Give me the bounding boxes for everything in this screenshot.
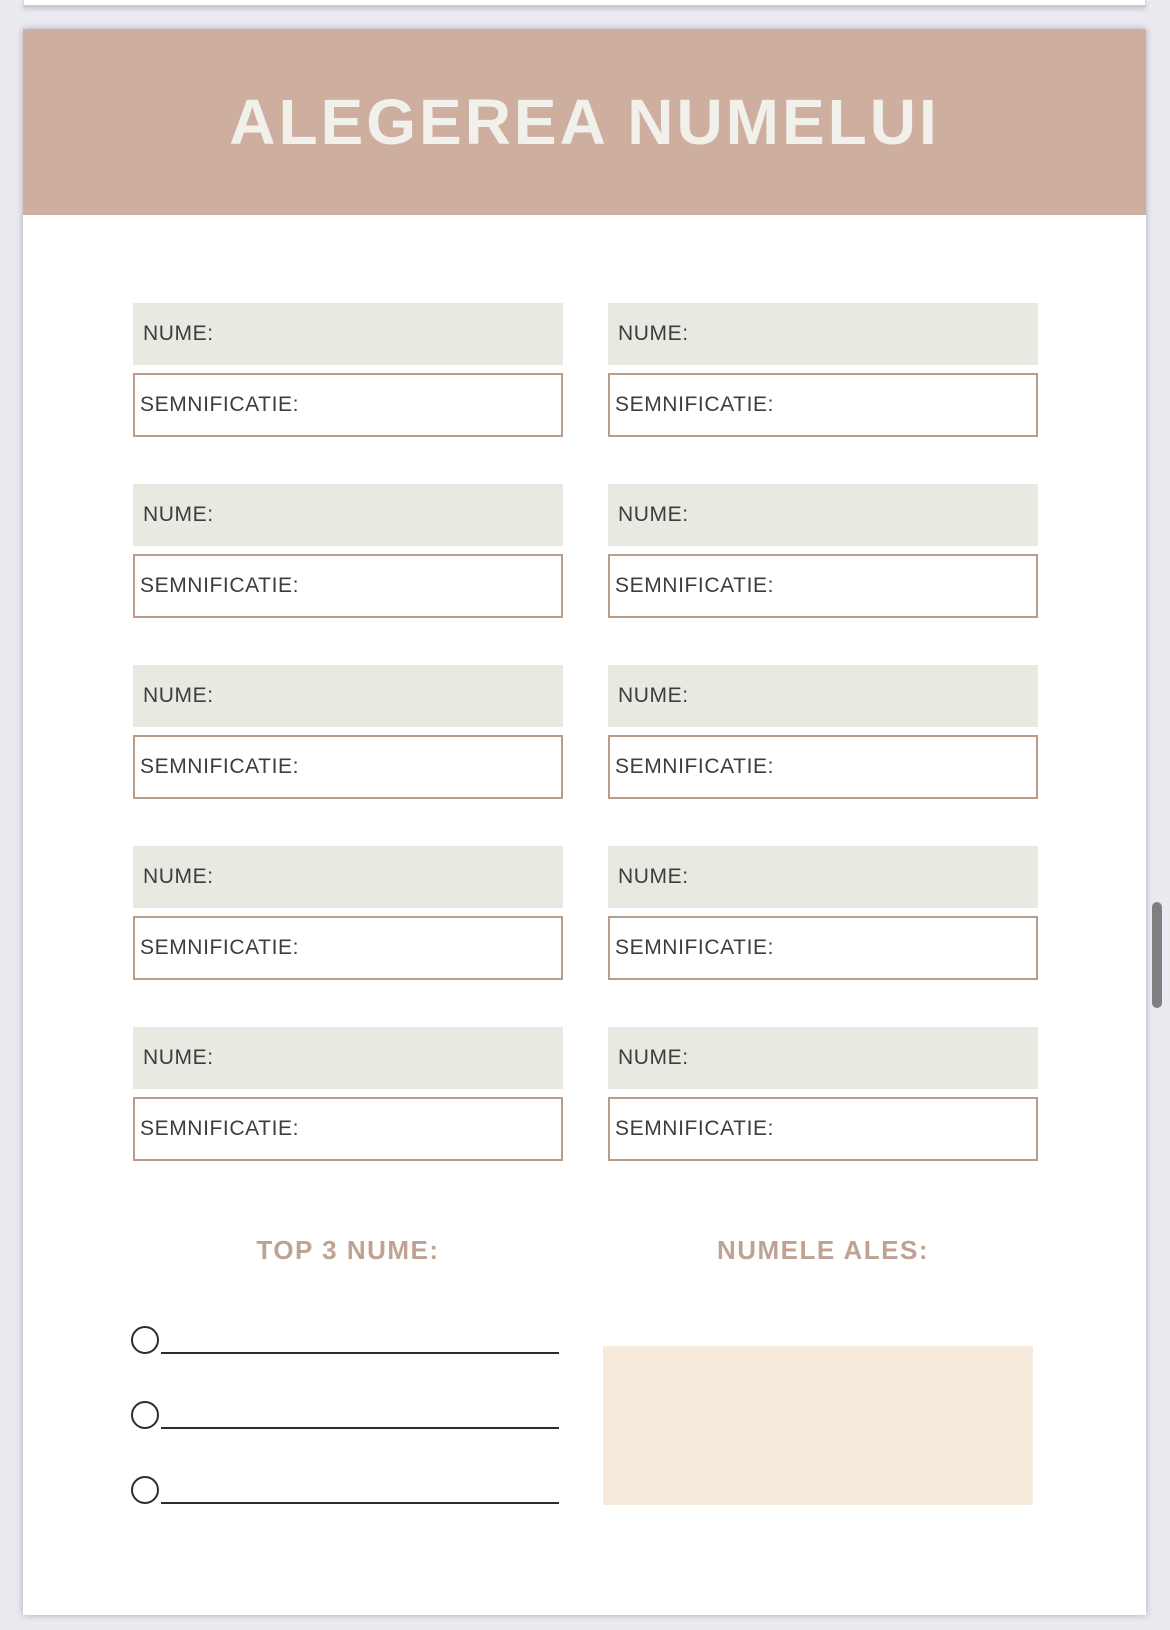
semnificatie-box — [608, 916, 1038, 980]
write-line — [161, 1403, 559, 1429]
chosen-name-box — [603, 1346, 1033, 1505]
page-title: ALEGEREA NUMELUI — [229, 86, 940, 158]
semnificatie-box — [133, 1097, 563, 1161]
name-block — [608, 303, 1038, 437]
semnificatie-box — [133, 916, 563, 980]
nume-label: NUME: — [143, 684, 214, 707]
nume-band — [133, 665, 563, 727]
semnificatie-label: SEMNIFICATIE: — [615, 1117, 775, 1140]
nume-label: NUME: — [143, 322, 214, 345]
top3-item — [131, 1474, 559, 1504]
name-block — [608, 846, 1038, 980]
top3-item — [131, 1399, 559, 1429]
name-block — [608, 1027, 1038, 1161]
semnificatie-box — [133, 373, 563, 437]
semnificatie-label: SEMNIFICATIE: — [140, 574, 300, 597]
semnificatie-label: SEMNIFICATIE: — [615, 936, 775, 959]
name-block — [133, 1027, 563, 1161]
name-block — [608, 665, 1038, 799]
previous-page-edge — [23, 0, 1146, 7]
name-block — [133, 665, 563, 799]
semnificatie-box — [608, 1097, 1038, 1161]
semnificatie-label: SEMNIFICATIE: — [140, 1117, 300, 1140]
nume-band — [608, 1027, 1038, 1089]
radio-circle-icon — [131, 1476, 159, 1504]
top3-heading: TOP 3 NUME: — [256, 1235, 440, 1265]
name-block — [133, 846, 563, 980]
semnificatie-label: SEMNIFICATIE: — [140, 755, 300, 778]
nume-band — [133, 846, 563, 908]
nume-label: NUME: — [143, 1046, 214, 1069]
nume-label: NUME: — [143, 865, 214, 888]
nume-band — [608, 303, 1038, 365]
semnificatie-label: SEMNIFICATIE: — [615, 755, 775, 778]
nume-band — [608, 846, 1038, 908]
nume-band — [608, 665, 1038, 727]
semnificatie-label: SEMNIFICATIE: — [615, 574, 775, 597]
semnificatie-label: SEMNIFICATIE: — [140, 936, 300, 959]
name-block — [133, 484, 563, 618]
top3-item — [131, 1324, 559, 1354]
semnificatie-box — [608, 554, 1038, 618]
radio-circle-icon — [131, 1401, 159, 1429]
semnificatie-label: SEMNIFICATIE: — [615, 393, 775, 416]
write-line — [161, 1328, 559, 1354]
nume-label: NUME: — [618, 322, 689, 345]
radio-circle-icon — [131, 1326, 159, 1354]
nume-label: NUME: — [618, 503, 689, 526]
name-block — [133, 303, 563, 437]
nume-band — [133, 484, 563, 546]
name-block — [608, 484, 1038, 618]
chosen-heading: NUMELE ALES: — [716, 1235, 930, 1265]
write-line — [161, 1478, 559, 1504]
semnificatie-box — [133, 735, 563, 799]
nume-band — [133, 303, 563, 365]
nume-label: NUME: — [618, 865, 689, 888]
nume-label: NUME: — [618, 1046, 689, 1069]
scrollbar-thumb[interactable] — [1152, 902, 1162, 1008]
name-blocks-grid — [133, 303, 1038, 1161]
semnificatie-box — [608, 735, 1038, 799]
nume-band — [133, 1027, 563, 1089]
nume-label: NUME: — [143, 503, 214, 526]
nume-band — [608, 484, 1038, 546]
semnificatie-label: SEMNIFICATIE: — [140, 393, 300, 416]
document-page — [23, 29, 1146, 1615]
header-banner — [23, 29, 1146, 215]
nume-label: NUME: — [618, 684, 689, 707]
semnificatie-box — [133, 554, 563, 618]
semnificatie-box — [608, 373, 1038, 437]
